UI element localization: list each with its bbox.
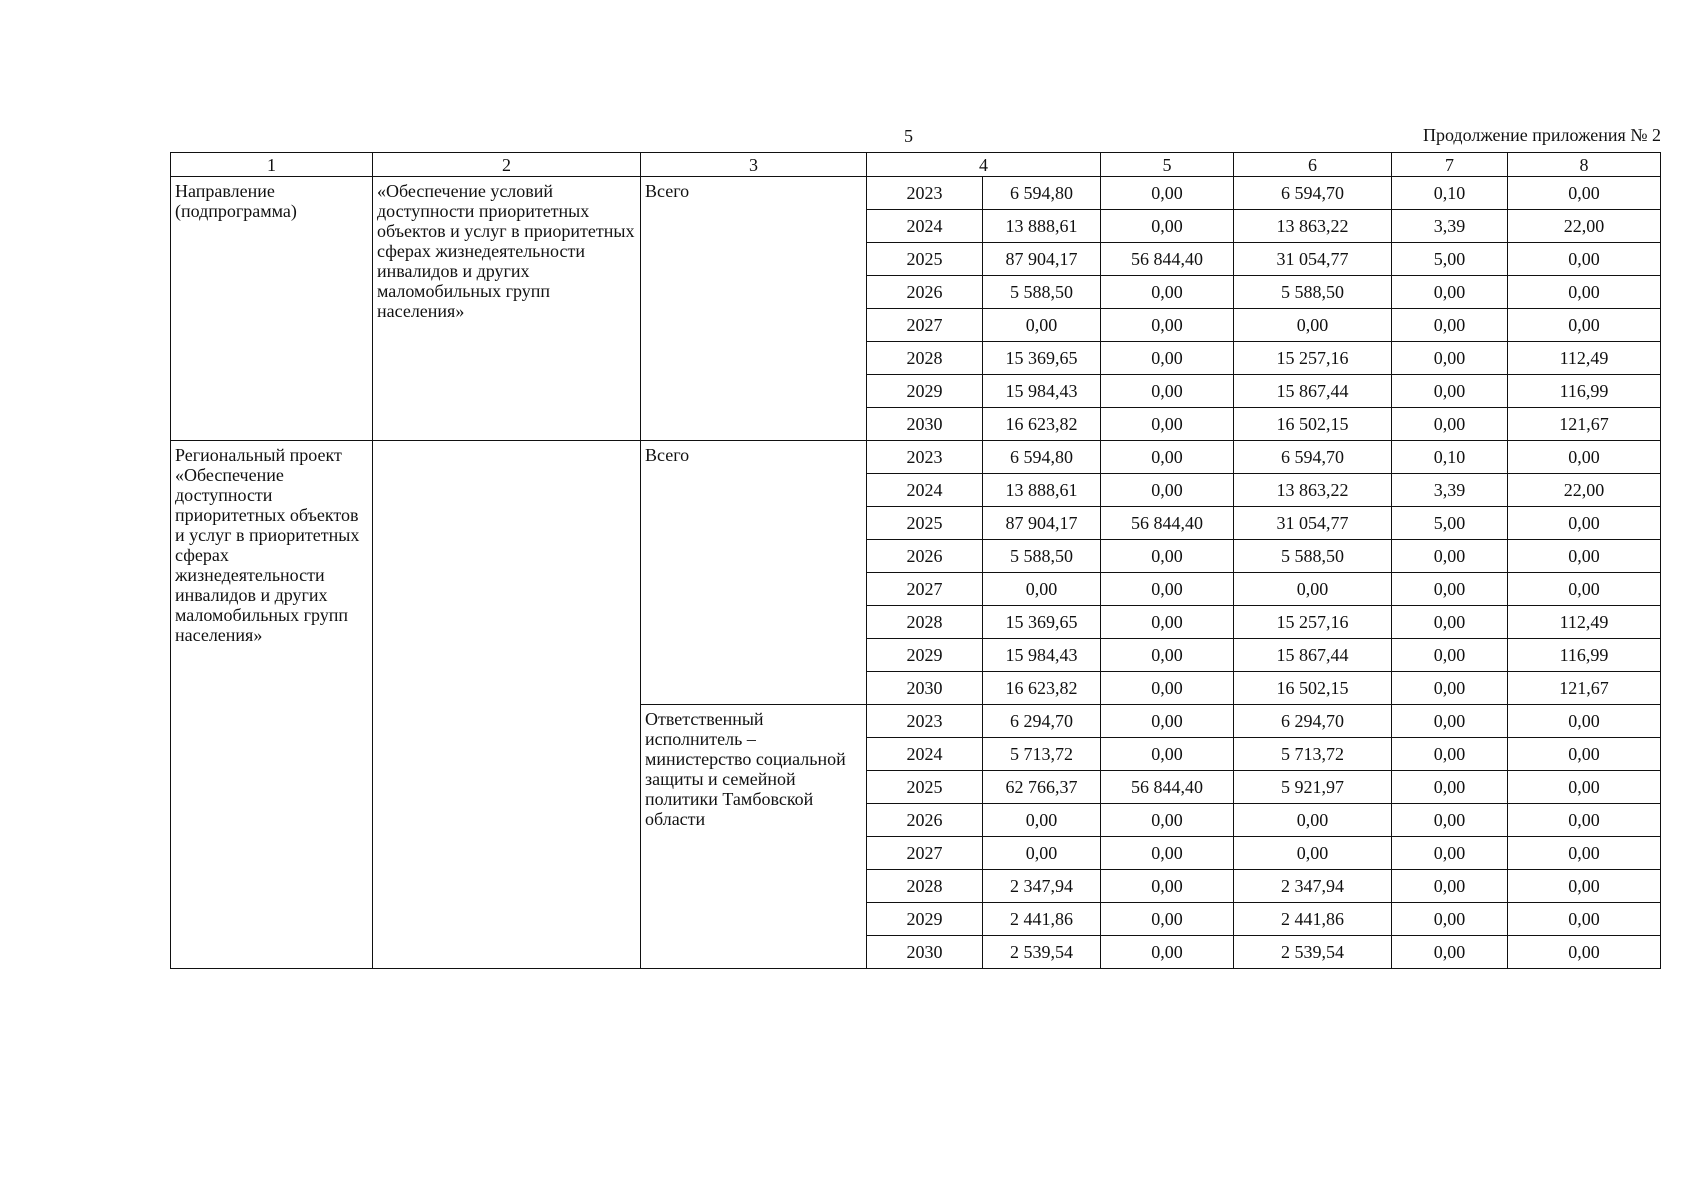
year-cell: 2025 [867, 243, 983, 276]
amount-cell: 0,00 [1101, 738, 1234, 771]
header-cell: 3 [641, 153, 867, 177]
page-number: 5 [904, 126, 913, 146]
amount-cell: 121,67 [1508, 672, 1661, 705]
amount-cell: 0,00 [1101, 606, 1234, 639]
amount-cell: 0,00 [983, 573, 1101, 606]
amount-cell: 0,00 [1234, 837, 1392, 870]
year-cell: 2027 [867, 837, 983, 870]
amount-cell: 5 588,50 [1234, 276, 1392, 309]
amount-cell: 13 888,61 [983, 210, 1101, 243]
amount-cell: 13 888,61 [983, 474, 1101, 507]
amount-cell: 16 623,82 [983, 408, 1101, 441]
year-cell: 2028 [867, 870, 983, 903]
amount-cell: 0,00 [1392, 309, 1508, 342]
amount-cell: 15 257,16 [1234, 606, 1392, 639]
amount-cell: 6 594,70 [1234, 441, 1392, 474]
amount-cell: 0,00 [1101, 276, 1234, 309]
year-cell: 2027 [867, 309, 983, 342]
amount-cell: 0,00 [1508, 870, 1661, 903]
amount-cell: 13 863,22 [1234, 474, 1392, 507]
table-body [171, 177, 1661, 969]
amount-cell: 16 623,82 [983, 672, 1101, 705]
source-label-cell: Ответственный исполнитель – министерство социальной защиты и семейной политики Тамбовской области [641, 705, 867, 969]
year-cell: 2028 [867, 342, 983, 375]
amount-cell: 0,00 [1508, 309, 1661, 342]
year-cell: 2024 [867, 210, 983, 243]
amount-cell: 0,00 [983, 309, 1101, 342]
year-cell: 2023 [867, 441, 983, 474]
amount-cell: 0,00 [1508, 507, 1661, 540]
amount-cell: 15 984,43 [983, 639, 1101, 672]
table-row [171, 441, 1661, 474]
amount-cell: 0,00 [1392, 276, 1508, 309]
amount-cell: 6 594,80 [983, 177, 1101, 210]
amount-cell: 0,00 [1392, 342, 1508, 375]
amount-cell: 0,10 [1392, 177, 1508, 210]
amount-cell: 0,00 [1101, 177, 1234, 210]
amount-cell: 0,00 [1234, 804, 1392, 837]
amount-cell: 0,00 [1508, 903, 1661, 936]
amount-cell: 87 904,17 [983, 507, 1101, 540]
header-cell: 4 [867, 153, 1101, 177]
amount-cell: 0,00 [1392, 606, 1508, 639]
amount-cell: 0,00 [1101, 408, 1234, 441]
amount-cell: 0,00 [983, 837, 1101, 870]
year-cell: 2024 [867, 474, 983, 507]
header-cell: 7 [1392, 153, 1508, 177]
amount-cell: 0,00 [1392, 705, 1508, 738]
amount-cell: 0,00 [1508, 738, 1661, 771]
funding-table [170, 152, 1661, 969]
year-cell: 2030 [867, 672, 983, 705]
amount-cell: 31 054,77 [1234, 243, 1392, 276]
amount-cell: 16 502,15 [1234, 672, 1392, 705]
amount-cell: 5 588,50 [1234, 540, 1392, 573]
header-row [171, 153, 1661, 177]
amount-cell: 22,00 [1508, 474, 1661, 507]
header-cell: 5 [1101, 153, 1234, 177]
amount-cell: 116,99 [1508, 639, 1661, 672]
amount-cell: 6 294,70 [983, 705, 1101, 738]
amount-cell: 0,00 [1101, 903, 1234, 936]
amount-cell: 5,00 [1392, 507, 1508, 540]
source-label-cell: Всего [641, 177, 867, 441]
year-cell: 2026 [867, 804, 983, 837]
amount-cell: 31 054,77 [1234, 507, 1392, 540]
amount-cell: 2 441,86 [1234, 903, 1392, 936]
amount-cell: 2 347,94 [1234, 870, 1392, 903]
amount-cell: 56 844,40 [1101, 507, 1234, 540]
continuation-label: Продолжение приложения № 2 [1422, 125, 1661, 145]
amount-cell: 0,00 [1101, 441, 1234, 474]
amount-cell: 6 594,70 [1234, 177, 1392, 210]
amount-cell: 0,00 [1101, 639, 1234, 672]
amount-cell: 0,00 [1101, 540, 1234, 573]
amount-cell: 0,00 [1101, 573, 1234, 606]
section-title-cell: Направление (подпрограмма) [171, 177, 373, 441]
amount-cell: 0,00 [1392, 870, 1508, 903]
amount-cell: 0,00 [1101, 837, 1234, 870]
amount-cell: 5 588,50 [983, 276, 1101, 309]
year-cell: 2023 [867, 177, 983, 210]
year-cell: 2028 [867, 606, 983, 639]
amount-cell: 3,39 [1392, 474, 1508, 507]
amount-cell: 0,00 [1508, 243, 1661, 276]
amount-cell: 87 904,17 [983, 243, 1101, 276]
amount-cell: 2 539,54 [1234, 936, 1392, 969]
table-row [171, 177, 1661, 210]
year-cell: 2030 [867, 408, 983, 441]
amount-cell: 0,00 [1101, 870, 1234, 903]
amount-cell: 112,49 [1508, 606, 1661, 639]
section-name-cell [373, 441, 641, 969]
amount-cell: 0,00 [1508, 837, 1661, 870]
amount-cell: 0,00 [1101, 342, 1234, 375]
amount-cell: 0,00 [1508, 276, 1661, 309]
amount-cell: 5 588,50 [983, 540, 1101, 573]
amount-cell: 16 502,15 [1234, 408, 1392, 441]
amount-cell: 0,00 [1508, 771, 1661, 804]
amount-cell: 0,00 [1508, 573, 1661, 606]
amount-cell: 0,00 [1508, 441, 1661, 474]
amount-cell: 0,00 [1101, 705, 1234, 738]
amount-cell: 0,00 [1101, 672, 1234, 705]
amount-cell: 0,00 [1392, 375, 1508, 408]
header-cell: 6 [1234, 153, 1392, 177]
amount-cell: 121,67 [1508, 408, 1661, 441]
source-label-cell: Всего [641, 441, 867, 705]
amount-cell: 2 347,94 [983, 870, 1101, 903]
amount-cell: 0,00 [1392, 936, 1508, 969]
amount-cell: 0,00 [1392, 804, 1508, 837]
year-cell: 2029 [867, 903, 983, 936]
amount-cell: 0,00 [1508, 705, 1661, 738]
amount-cell: 0,00 [1392, 573, 1508, 606]
amount-cell: 0,00 [1101, 210, 1234, 243]
year-cell: 2026 [867, 540, 983, 573]
header-cell: 8 [1508, 153, 1661, 177]
year-cell: 2027 [867, 573, 983, 606]
amount-cell: 0,00 [1508, 804, 1661, 837]
amount-cell: 5 713,72 [983, 738, 1101, 771]
amount-cell: 15 369,65 [983, 342, 1101, 375]
amount-cell: 116,99 [1508, 375, 1661, 408]
section-title-cell: Региональный проект «Обеспечение доступности приоритетных объектов и услуг в приоритетных сферах жизнедеятельности инвалидов и других маломобильных групп населения» [171, 441, 373, 969]
amount-cell: 0,00 [1234, 309, 1392, 342]
amount-cell: 0,00 [1392, 837, 1508, 870]
year-cell: 2026 [867, 276, 983, 309]
amount-cell: 0,00 [1392, 639, 1508, 672]
amount-cell: 5 713,72 [1234, 738, 1392, 771]
year-cell: 2030 [867, 936, 983, 969]
amount-cell: 5,00 [1392, 243, 1508, 276]
year-cell: 2025 [867, 771, 983, 804]
amount-cell: 0,10 [1392, 441, 1508, 474]
amount-cell: 0,00 [1101, 309, 1234, 342]
amount-cell: 15 257,16 [1234, 342, 1392, 375]
amount-cell: 0,00 [1508, 936, 1661, 969]
amount-cell: 112,49 [1508, 342, 1661, 375]
amount-cell: 15 984,43 [983, 375, 1101, 408]
amount-cell: 6 594,80 [983, 441, 1101, 474]
amount-cell: 15 867,44 [1234, 639, 1392, 672]
amount-cell: 56 844,40 [1101, 771, 1234, 804]
amount-cell: 0,00 [983, 804, 1101, 837]
amount-cell: 3,39 [1392, 210, 1508, 243]
amount-cell: 13 863,22 [1234, 210, 1392, 243]
amount-cell: 2 539,54 [983, 936, 1101, 969]
year-cell: 2029 [867, 375, 983, 408]
header-cell: 1 [171, 153, 373, 177]
amount-cell: 15 867,44 [1234, 375, 1392, 408]
amount-cell: 6 294,70 [1234, 705, 1392, 738]
amount-cell: 22,00 [1508, 210, 1661, 243]
amount-cell: 0,00 [1392, 771, 1508, 804]
year-cell: 2024 [867, 738, 983, 771]
amount-cell: 0,00 [1101, 375, 1234, 408]
amount-cell: 5 921,97 [1234, 771, 1392, 804]
amount-cell: 0,00 [1508, 540, 1661, 573]
amount-cell: 0,00 [1101, 804, 1234, 837]
amount-cell: 0,00 [1392, 540, 1508, 573]
amount-cell: 15 369,65 [983, 606, 1101, 639]
year-cell: 2025 [867, 507, 983, 540]
amount-cell: 0,00 [1392, 408, 1508, 441]
amount-cell: 0,00 [1392, 672, 1508, 705]
amount-cell: 0,00 [1101, 474, 1234, 507]
amount-cell: 0,00 [1392, 903, 1508, 936]
year-cell: 2029 [867, 639, 983, 672]
amount-cell: 0,00 [1508, 177, 1661, 210]
section-name-cell: «Обеспечение условий доступности приоритетных объектов и услуг в приоритетных сферах жизнедеятельности инвалидов и других маломобильных групп населения» [373, 177, 641, 441]
amount-cell: 56 844,40 [1101, 243, 1234, 276]
header-cell: 2 [373, 153, 641, 177]
amount-cell: 62 766,37 [983, 771, 1101, 804]
amount-cell: 0,00 [1101, 936, 1234, 969]
amount-cell: 0,00 [1234, 573, 1392, 606]
year-cell: 2023 [867, 705, 983, 738]
amount-cell: 2 441,86 [983, 903, 1101, 936]
amount-cell: 0,00 [1392, 738, 1508, 771]
